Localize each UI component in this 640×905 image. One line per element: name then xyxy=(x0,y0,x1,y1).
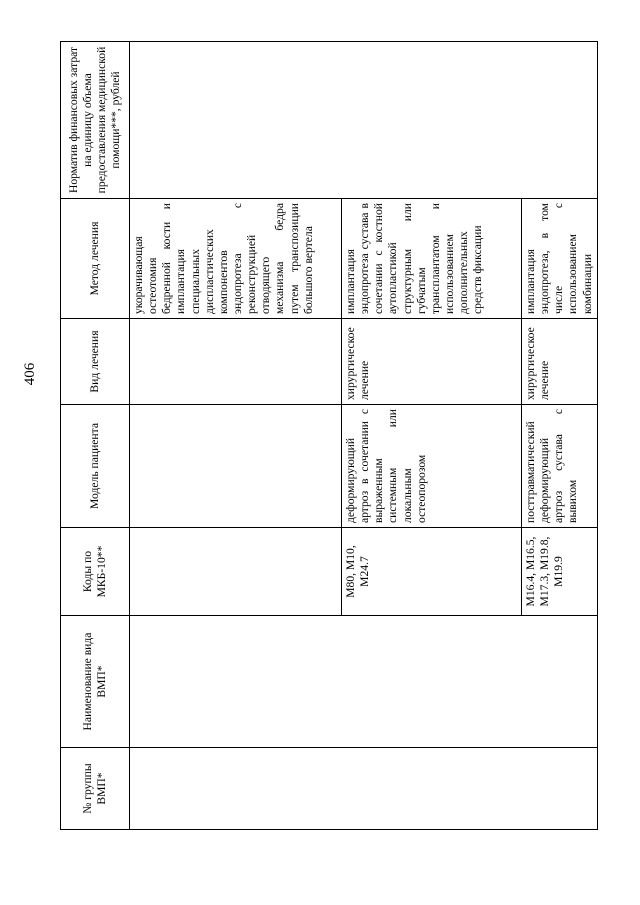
header-treatment-method: Метод лечения xyxy=(61,199,130,319)
header-patient-model: Модель пациента xyxy=(61,405,130,528)
patient-model-cell: деформирующий артроз в сочетании с выраженным системным или локальным остеопорозом xyxy=(342,405,522,528)
mkb-codes-cell xyxy=(130,528,342,616)
patient-model-cell xyxy=(130,405,342,528)
header-group-no: № группы ВМП* xyxy=(61,748,130,830)
treatment-type-cell: хирургическое лечение xyxy=(522,319,598,405)
treatment-method-cell: имплантация эндопротеза, в том числе с использованием комбинации xyxy=(522,199,598,319)
treatment-type-cell: хирургическое лечение xyxy=(342,319,522,405)
header-mkb-codes: Коды по МКБ-10** xyxy=(61,528,130,616)
rotated-table-container xyxy=(60,42,594,830)
cost-norm-cell xyxy=(130,42,598,199)
header-vmp-name: Наименование вида ВМП* xyxy=(61,616,130,748)
table-header-row xyxy=(61,42,130,830)
vmp-name-cell xyxy=(130,616,598,748)
mkb-codes-cell: M80, M10, M24.7 xyxy=(342,528,522,616)
vmp-table xyxy=(60,41,598,830)
header-cost-norm: Норматив финансовых затрат на единицу объема предоставления медицинской помощи***, рублей xyxy=(61,42,130,199)
group-no-cell xyxy=(130,748,598,830)
patient-model-cell: посттравматический деформирующий артроз сустава с вывихом xyxy=(522,405,598,528)
treatment-type-cell xyxy=(130,319,342,405)
header-treatment-type: Вид лечения xyxy=(61,319,130,405)
table-row xyxy=(130,42,342,830)
treatment-method-cell: укорачивающая остеотомия бедренной кости и имплантация специальных диспластических компонентов эндопротеза с реконструкцией отводящего механизма бедра путем транспозиции большого вертела xyxy=(130,199,342,319)
treatment-method-cell: имплантация эндопротеза сустава в сочетании с костной аутопластикой структурным или губчатым трансплантатом и использованием дополнительных средств фиксации xyxy=(342,199,522,319)
mkb-codes-cell: M16.4, M16.5, M17.3, M19.8, M19.9 xyxy=(522,528,598,616)
page-number: 406 xyxy=(22,362,38,386)
